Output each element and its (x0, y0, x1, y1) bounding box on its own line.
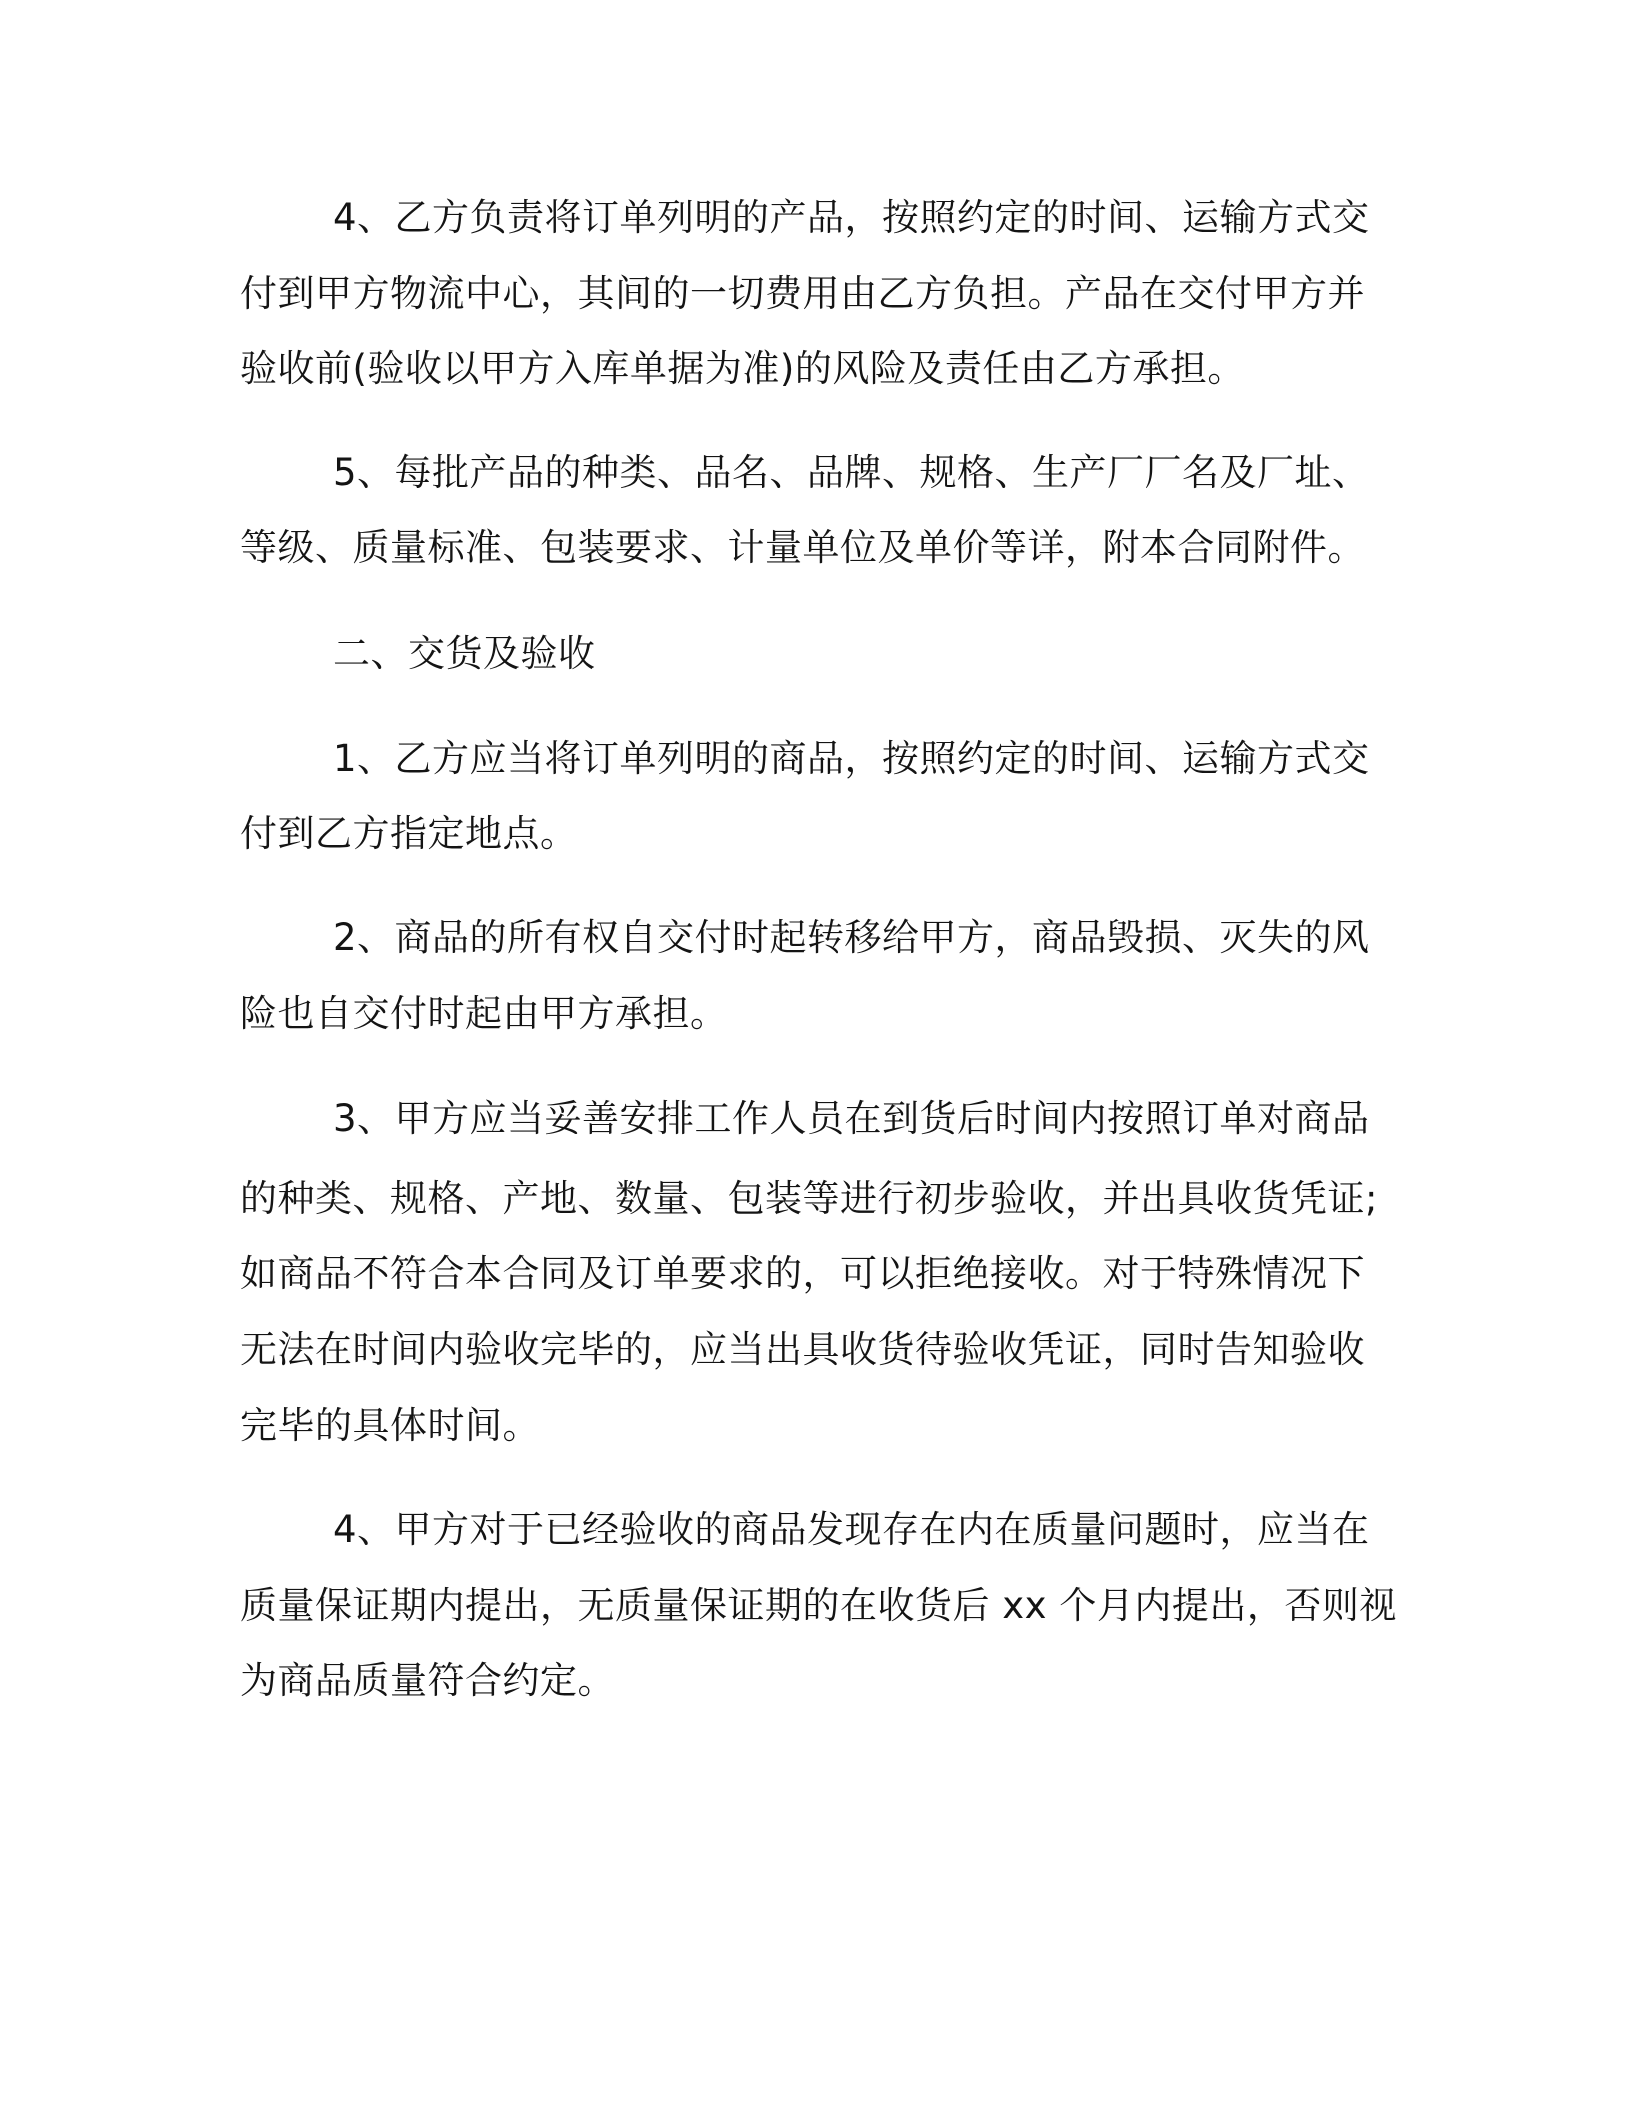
paragraph-line: 如商品不符合本合同及订单要求的，可以拒绝接收。对于特殊情况下 (240, 1252, 1365, 1295)
paragraph-line: 4、乙方负责将订单列明的产品，按照约定的时间、运输方式交 (333, 196, 1370, 239)
paragraph-line: 付到甲方物流中心，其间的一切费用由乙方负担。产品在交付甲方并 (240, 272, 1365, 315)
paragraph-line: 等级、质量标准、包装要求、计量单位及单价等详，附本合同附件。 (240, 526, 1365, 569)
paragraph-line: 1、乙方应当将订单列明的商品，按照约定的时间、运输方式交 (333, 737, 1370, 780)
paragraph-line: 验收前(验收以甲方入库单据为准)的风险及责任由乙方承担。 (240, 347, 1245, 390)
paragraph-line: 的种类、规格、产地、数量、包装等进行初步验收，并出具收货凭证; (240, 1177, 1378, 1220)
paragraph-line: 4、甲方对于已经验收的商品发现存在内在质量问题时，应当在 (333, 1508, 1370, 1551)
paragraph-line: 险也自交付时起由甲方承担。 (240, 992, 728, 1035)
paragraph-line: 5、每批产品的种类、品名、品牌、规格、生产厂厂名及厂址、 (333, 451, 1370, 494)
paragraph-line: 2、商品的所有权自交付时起转移给甲方，商品毁损、灭失的风 (333, 916, 1370, 959)
paragraph-line: 完毕的具体时间。 (240, 1404, 540, 1447)
paragraph-line: 质量保证期内提出，无质量保证期的在收货后 xx 个月内提出，否则视 (240, 1584, 1397, 1627)
paragraph-line: 无法在时间内验收完毕的，应当出具收货待验收凭证，同时告知验收 (240, 1328, 1365, 1371)
section-heading: 二、交货及验收 (333, 632, 596, 675)
paragraph-line: 付到乙方指定地点。 (240, 812, 578, 855)
paragraph-line: 为商品质量符合约定。 (240, 1659, 615, 1702)
paragraph-line: 3、甲方应当妥善安排工作人员在到货后时间内按照订单对商品 (333, 1097, 1370, 1140)
